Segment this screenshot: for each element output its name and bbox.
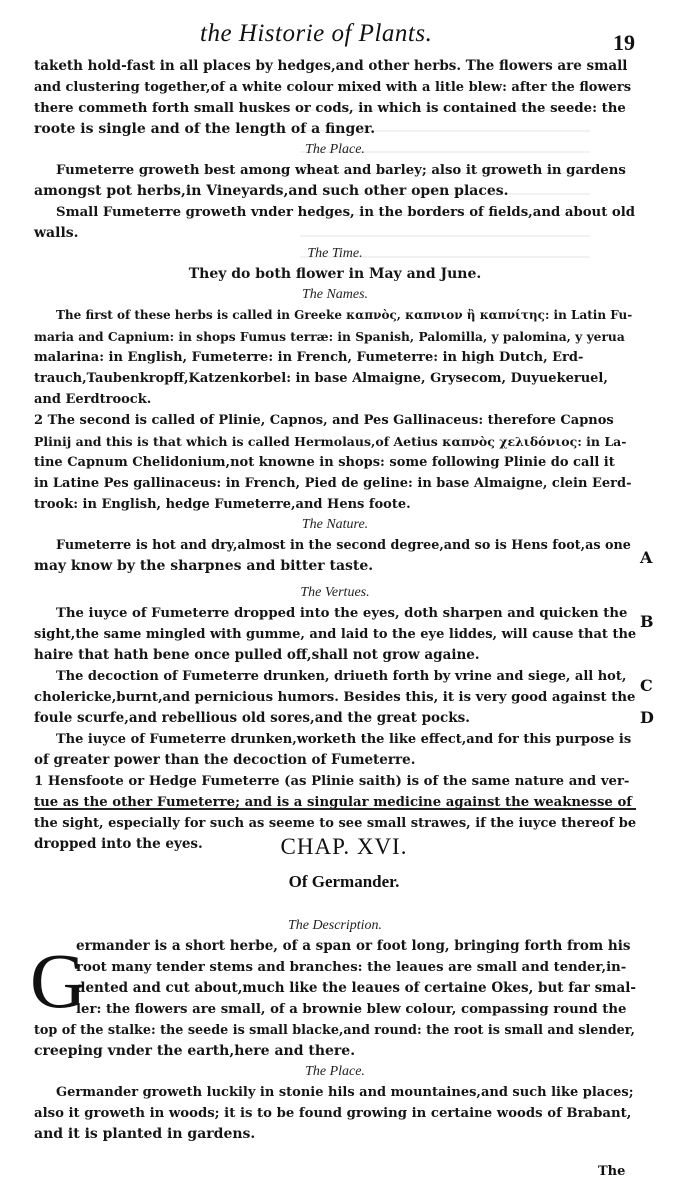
section-heading-time: The Time.	[307, 246, 363, 261]
page-number: 19	[613, 30, 635, 55]
text-line: Fumeterre groweth best among wheat and barley; also it groweth in gardens	[56, 163, 626, 178]
text-line: top of the stalke: the seede is small blacke,and round: the root is small and slender,	[34, 1023, 635, 1038]
text-line: and it is planted in gardens.	[34, 1126, 256, 1142]
text-line: amongst pot herbs,in Vineyards,and such other open places.	[34, 183, 509, 199]
text-line: tine Capnum Chelidonium,not knowne in shops: some following Plinie do call it	[34, 455, 615, 470]
text-line: walls.	[34, 225, 79, 241]
margin-letter-d: D	[640, 708, 654, 727]
margin-letter-c: C	[640, 676, 653, 695]
text-line: in Latine Pes gallinaceus: in French, Pied de geline: in base Almaigne, clein Eerd-	[34, 476, 632, 491]
text-line: taketh hold-fast in all places by hedges,and other herbs. The flowers are small	[34, 58, 628, 74]
vertues-paragraph	[34, 603, 636, 855]
margin-letter-b: B	[640, 612, 654, 631]
text-line: tue as the other Fumeterre; and is a singular medicine against the weaknesse of	[34, 795, 632, 810]
text-line: The iuyce of Fumeterre drunken,worketh the like effect,and for this purpose is	[56, 732, 632, 747]
text-line: The decoction of Fumeterre drunken, driueth forth by vrine and siege, all hot,	[56, 669, 627, 684]
section-heading-nature: The Nature.	[301, 517, 369, 532]
section-heading-names: The Names.	[301, 287, 369, 302]
text-line: Small Fumeterre groweth vnder hedges, in the borders of fields,and about old	[56, 205, 636, 220]
text-line: malarina: in English, Fumeterre: in French, Fumeterre: in high Dutch, Erd-	[34, 350, 584, 365]
place-paragraph	[34, 160, 636, 244]
description-continuation	[34, 56, 636, 140]
text-line: creeping vnder the earth,here and there.	[34, 1043, 356, 1059]
description-paragraph	[34, 936, 636, 1062]
text-line: Germander groweth luckily in stonie hils and mountaines,and such like places;	[56, 1085, 634, 1100]
text-line: foule scurfe,and rebellious old sores,and the great pocks.	[34, 710, 470, 726]
text-line: 1 Hensfoote or Hedge Fumeterre (as Plinie saith) is of the same nature and ver-	[34, 774, 630, 789]
section-heading-description: The Description.	[287, 918, 383, 933]
text-line: and Eerdtroock.	[34, 392, 152, 407]
text-line: The iuyce of Fumeterre dropped into the eyes, doth sharpen and quicken the	[56, 606, 628, 621]
chapter-rule	[34, 808, 636, 810]
text-line: ler: the flowers are small, of a brownie blew colour, compassing round the	[76, 1002, 627, 1017]
margin-letter-a: A	[640, 548, 653, 567]
section-heading-place-2: The Place.	[305, 1064, 365, 1079]
place-paragraph-2	[34, 1082, 636, 1145]
text-line: roote is single and of the length of a finger.	[34, 121, 376, 137]
text-line: Fumeterre is hot and dry,almost in the second degree,and so is Hens foot,as one	[56, 538, 631, 553]
drop-capital: G	[30, 937, 87, 1024]
text-line: maria and Capnium: in shops Fumus terræ: in Spanish, Palomilla, y palomina, y yerua	[34, 329, 625, 344]
text-line: sight,the same mingled with gumme, and laid to the eye liddes, will cause that the	[34, 627, 637, 642]
running-title: the Historie of Plants.	[200, 20, 433, 47]
text-line: root many tender stems and branches: the leaues are small and tender,in-	[76, 960, 627, 975]
text-line: cholericke,burnt,and pernicious humors. Besides this, it is very good against the	[34, 690, 636, 705]
text-line: the sight, especially for such as seeme to see small strawes, if the iuyce thereof be	[34, 816, 637, 831]
nature-paragraph	[34, 535, 636, 577]
chapter-title: Of Germander.	[288, 872, 400, 891]
text-line: ermander is a short herbe, of a span or foot long, bringing forth from his	[76, 938, 631, 954]
catchword: The	[598, 1164, 626, 1179]
names-paragraph	[34, 305, 636, 515]
text-line: also it groweth in woods; it is to be found growing in certaine woods of Brabant,	[34, 1106, 632, 1121]
text-line: of greater power than the decoction of Fumeterre.	[34, 752, 416, 768]
text-line: and clustering together,of a white colour mixed with a litle blew: after the flowers	[34, 80, 632, 95]
text-column-top	[34, 56, 636, 855]
text-line: They do both flower in May and June.	[188, 266, 482, 282]
text-line: there commeth forth small huskes or cods, in which is contained the seede: the	[34, 101, 626, 116]
running-head	[0, 14, 688, 54]
text-column-bottom	[34, 916, 636, 1145]
text-line: trauch,Taubenkropff,Katzenkorbel: in base Almaigne, Grysecom, Duyuekeruel,	[34, 371, 608, 386]
section-heading-vertues: The Vertues.	[300, 585, 370, 600]
chapter-number: CHAP. XVI.	[280, 834, 408, 859]
text-line: may know by the sharpnes and bitter taste.	[34, 558, 374, 574]
text-line: haire that hath bene once pulled off,shall not grow againe.	[34, 647, 480, 663]
text-line: The first of these herbs is called in Greeke καπνὸς, καπνιον ἢ καπνίτης: in Latin Fu-	[56, 308, 633, 322]
text-line: 2 The second is called of Plinie, Capnos, and Pes Gallinaceus: therefore Capnos	[34, 413, 614, 428]
text-line: Plinij and this is that which is called Hermolaus,of Aetius καπνὸς χελιδόνιος: in La-	[34, 434, 627, 449]
text-line: trook: in English, hedge Fumeterre,and Hens foote.	[34, 497, 411, 512]
text-line: dented and cut about,much like the leaues of certaine Okes, but far smal-	[76, 980, 636, 996]
time-paragraph	[34, 264, 636, 285]
section-heading-place: The Place.	[305, 142, 365, 157]
text-line: dropped into the eyes.	[34, 836, 203, 852]
